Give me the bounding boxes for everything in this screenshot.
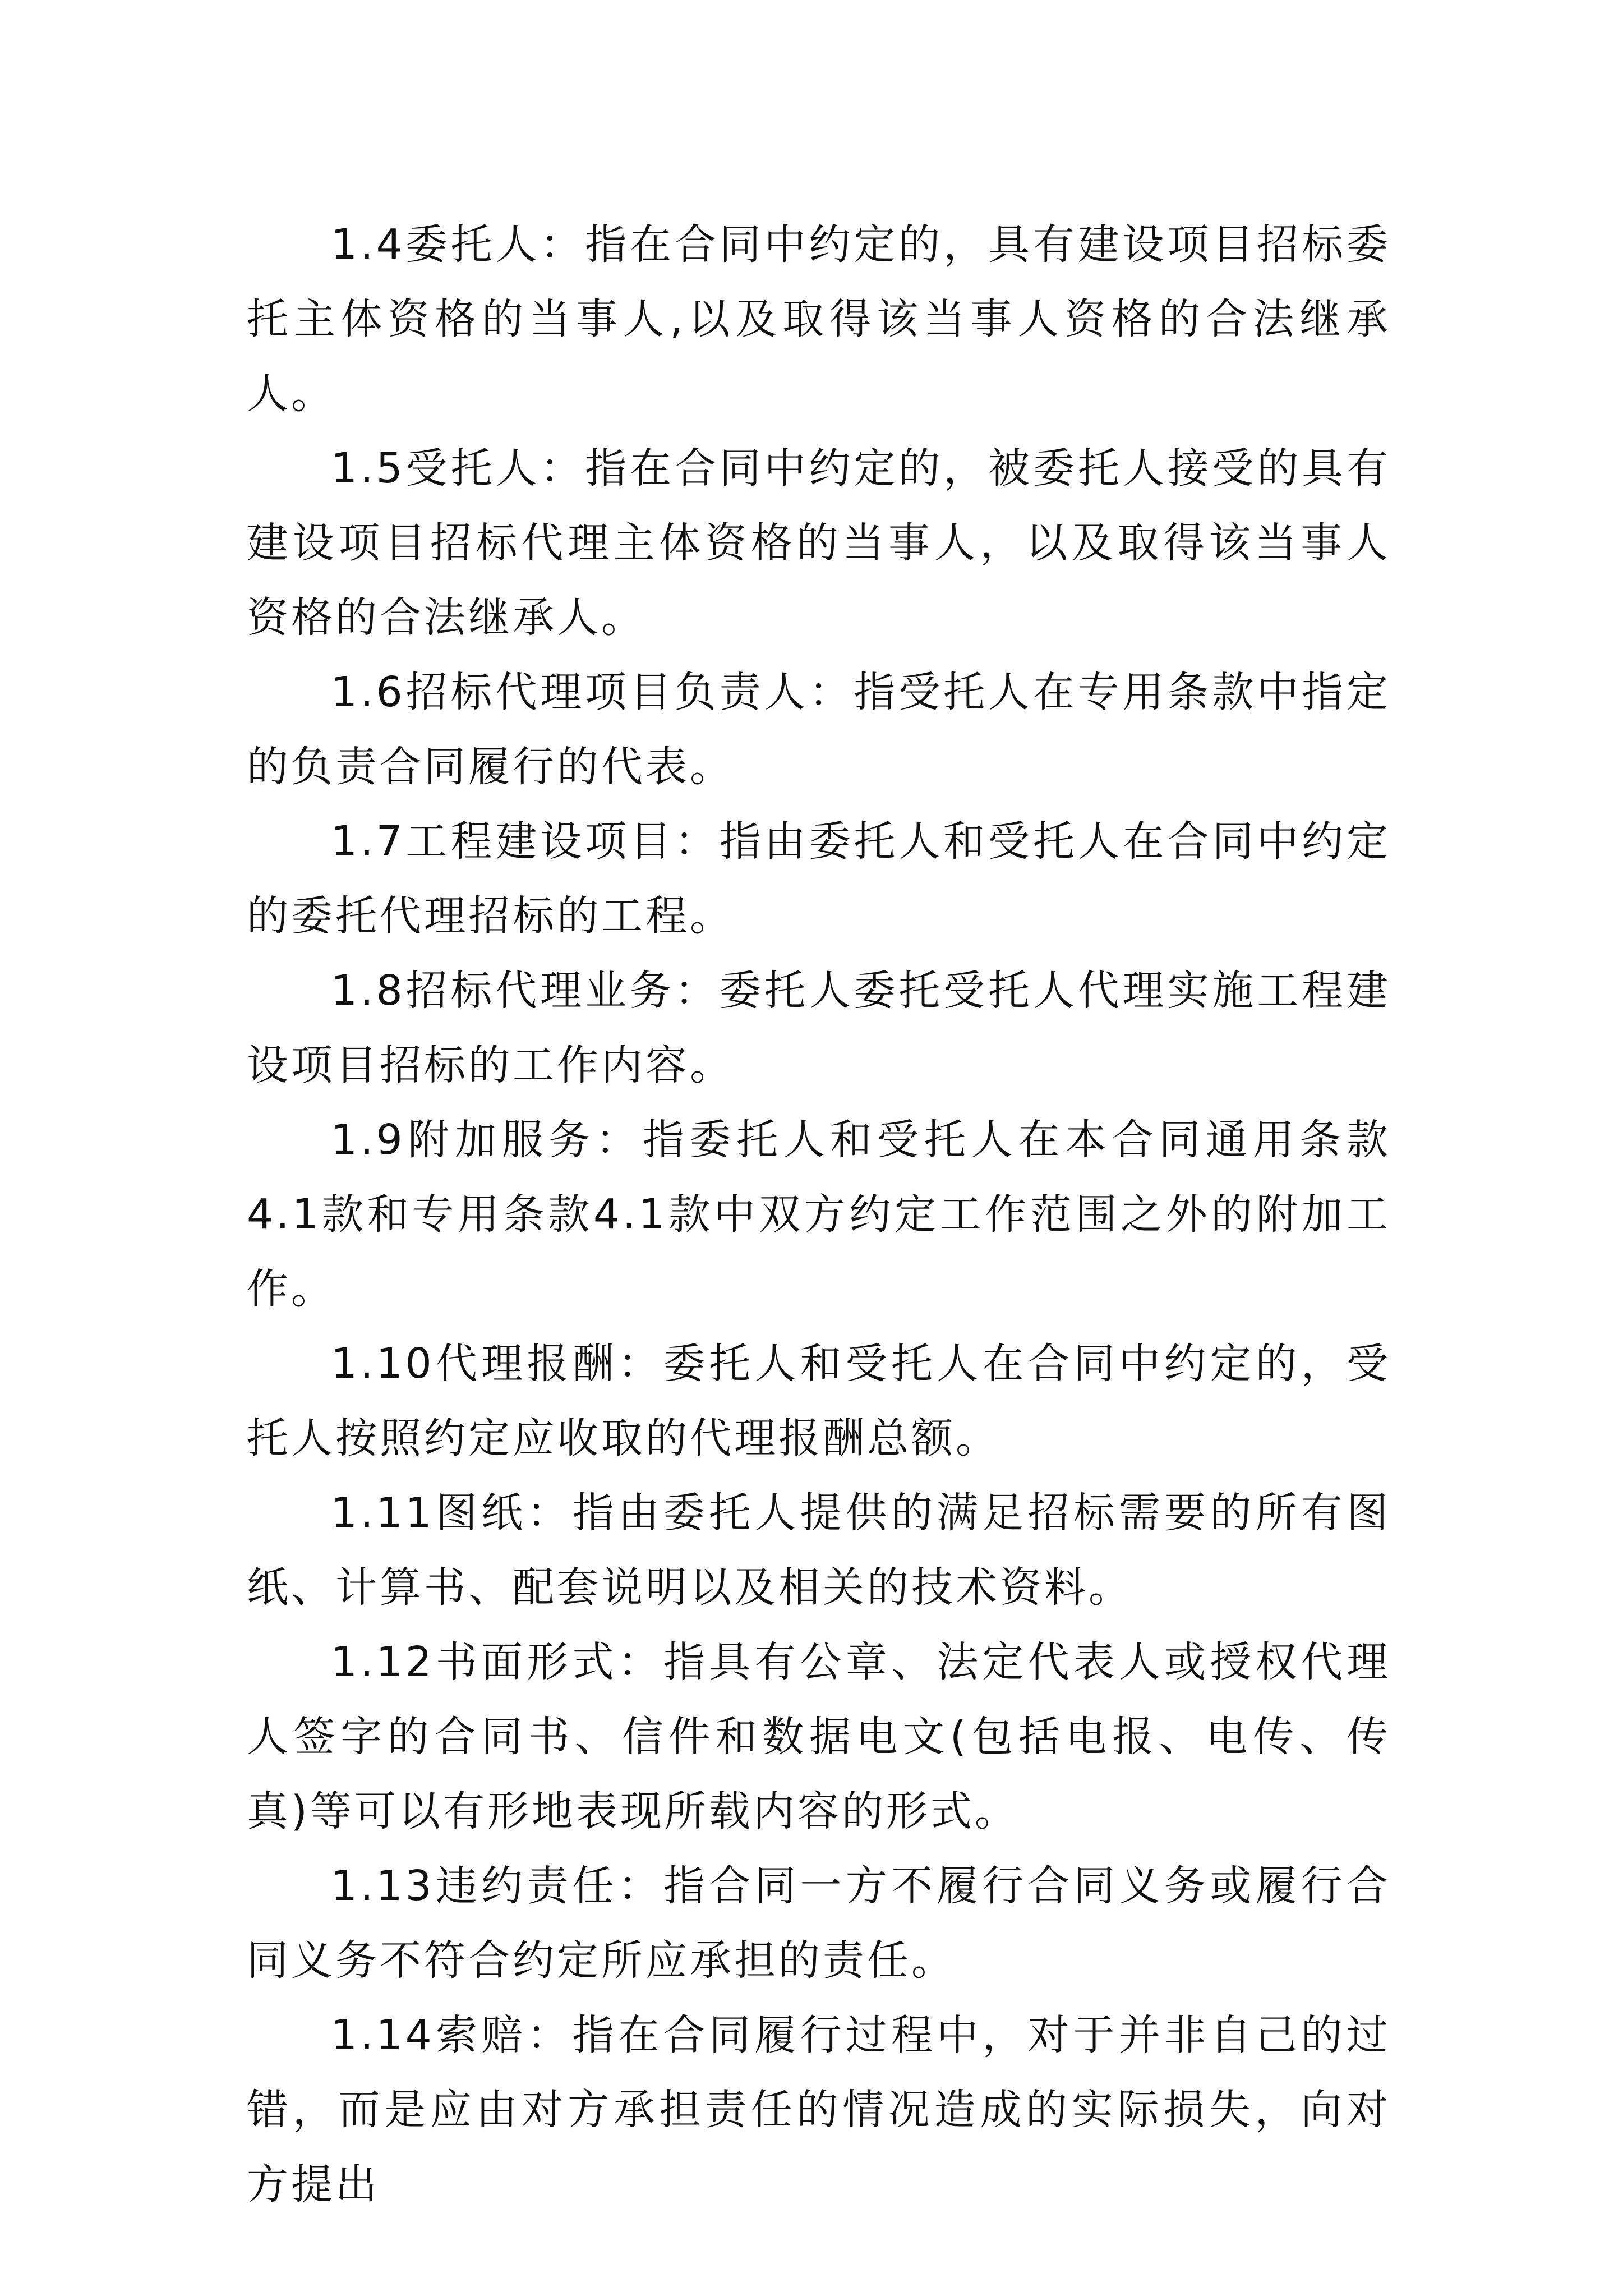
- clause-1-4: 1.4委托人：指在合同中约定的，具有建设项目招标委托主体资格的当事人,以及取得该当事人资格的合法继承人。: [247, 220, 1391, 418]
- clause-1-11: 1.11图纸：指由委托人提供的满足招标需要的所有图纸、计算书、配套说明以及相关的技术资料。: [247, 1489, 1391, 1612]
- clause-1-6: 1.6招标代理项目负责人：指受托人在专用条款中指定的负责合同履行的代表。: [247, 668, 1391, 791]
- clause-1-9: 1.9附加服务：指委托人和受托人在本合同通用条款4.1款和专用条款4.1款中双方约定工作范围之外的附加工作。: [247, 1116, 1391, 1313]
- document-body: [247, 208, 1391, 2222]
- clause-1-13: 1.13违约责任：指合同一方不履行合同义务或履行合同义务不符合约定所应承担的责任。: [247, 1862, 1391, 1985]
- clause-1-8: 1.8招标代理业务：委托人委托受托人代理实施工程建设项目招标的工作内容。: [247, 967, 1391, 1089]
- clause-1-12: 1.12书面形式：指具有公章、法定代表人或授权代理人签字的合同书、信件和数据电文(包括电报、电传、传真)等可以有形地表现所载内容的形式。: [247, 1638, 1391, 1835]
- clause-1-10: 1.10代理报酬：委托人和受托人在合同中约定的，受托人按照约定应收取的代理报酬总额。: [247, 1340, 1391, 1462]
- clause-1-14: 1.14索赔：指在合同履行过程中，对于并非自己的过错，而是应由对方承担责任的情况造成的实际损失，向对方提出: [247, 2011, 1391, 2208]
- clause-1-5: 1.5受托人：指在合同中约定的，被委托人接受的具有建设项目招标代理主体资格的当事人，以及取得该当事人资格的合法继承人。: [247, 444, 1391, 642]
- clause-1-7: 1.7工程建设项目：指由委托人和受托人在合同中约定的委托代理招标的工程。: [247, 817, 1391, 940]
